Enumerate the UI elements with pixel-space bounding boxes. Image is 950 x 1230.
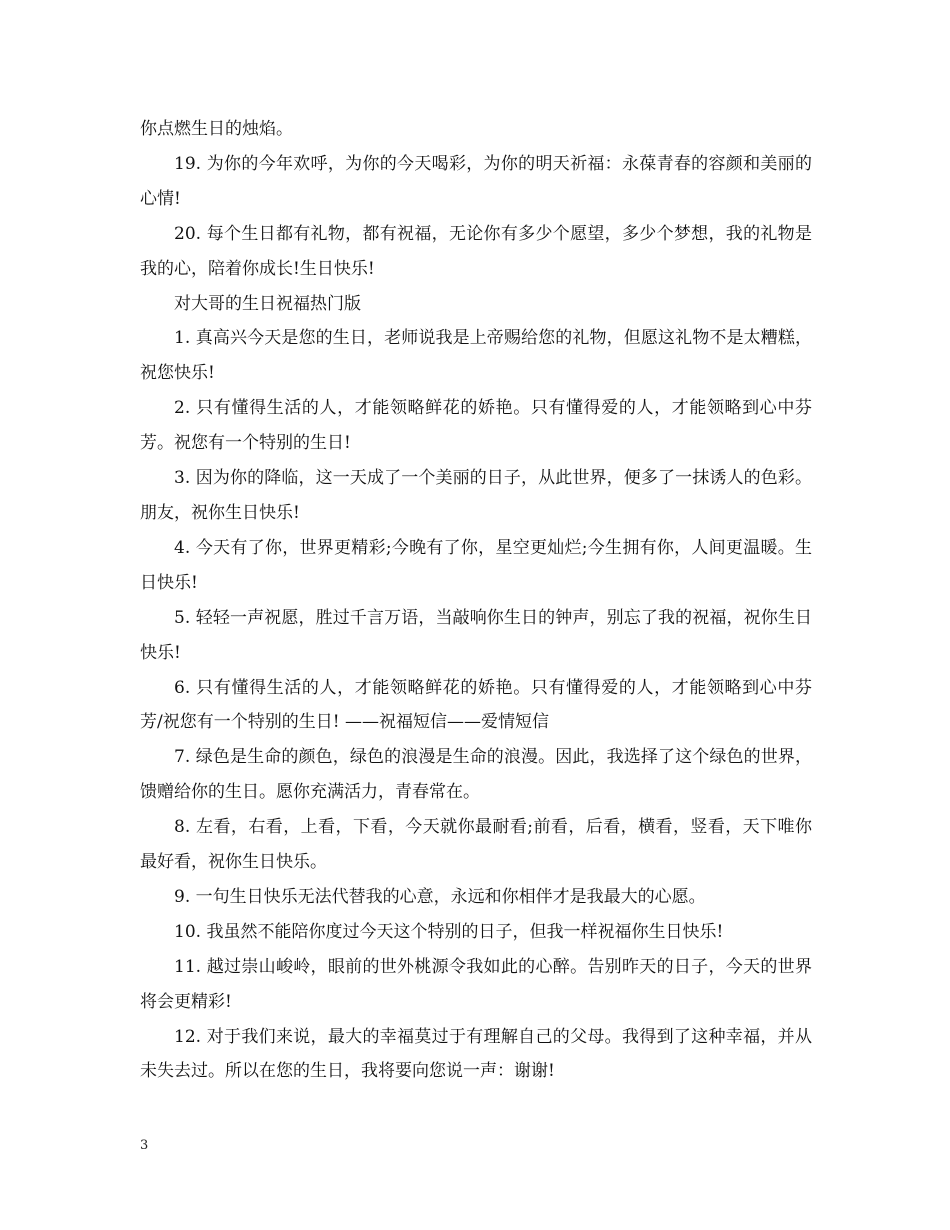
paragraph-item-8: 8. 左看，右看，上看，下看，今天就你最耐看;前看，后看，横看，竖看，天下唯你最好看，祝你生日快乐。 [140, 817, 812, 873]
paragraph-item-10: 10. 我虽然不能陪你度过今天这个特别的日子，但我一样祝福你生日快乐! [174, 921, 724, 942]
paragraph-item-5: 5. 轻轻一声祝愿，胜过千言万语，当敲响你生日的钟声，别忘了我的祝福，祝你生日快乐! [140, 607, 812, 663]
paragraph-item-3: 3. 因为你的降临，这一天成了一个美丽的日子，从此世界，便多了一抹诱人的色彩。朋友，祝你生日快乐! [140, 468, 812, 523]
section-heading: 对大哥的生日祝福热门版 [174, 293, 361, 314]
paragraph-item-20: 20. 每个生日都有礼物，都有祝福，无论你有多少个愿望，多少个梦想，我的礼物是我的心，陪着你成长!生日快乐! [140, 223, 812, 279]
paragraph-item-4: 4. 今天有了你，世界更精彩;今晚有了你，星空更灿烂;今生拥有你，人间更温暖。生日快乐! [140, 537, 812, 593]
paragraph-item-12: 12. 对于我们来说，最大的幸福莫过于有理解自己的父母。我得到了这种幸福，并从未失去过。所以在您的生日，我将要向您说一声：谢谢! [140, 1026, 812, 1082]
page-number: 3 [140, 1138, 149, 1153]
paragraph-item-1: 1. 真高兴今天是您的生日，老师说我是上帝赐给您的礼物，但愿这礼物不是太糟糕，祝您快乐! [140, 328, 812, 384]
paragraph-item-19: 19. 为你的今年欢呼，为你的今天喝彩，为你的明天祈福：永葆青春的容颜和美丽的心情! [140, 153, 812, 209]
paragraph-item-7: 7. 绿色是生命的颜色，绿色的浪漫是生命的浪漫。因此，我选择了这个绿色的世界，馈赠给你的生日。愿你充满活力，青春常在。 [140, 747, 812, 803]
paragraph-item-9: 9. 一句生日快乐无法代替我的心意，永远和你相伴才是我最大的心愿。 [174, 886, 706, 907]
paragraph-item-6: 6. 只有懂得生活的人，才能领略鲜花的娇艳。只有懂得爱的人，才能领略到心中芬芳/祝您有一个特别的生日! ——祝福短信——爱情短信 [140, 677, 812, 733]
page-body [140, 112, 812, 1089]
paragraph-item-11: 11. 越过崇山峻岭，眼前的世外桃源令我如此的心醉。告别昨天的日子，今天的世界将会更精彩! [140, 956, 812, 1012]
paragraph-item-2: 2. 只有懂得生活的人，才能领略鲜花的娇艳。只有懂得爱的人，才能领略到心中芬芳。祝您有一个特别的生日! [140, 398, 812, 454]
paragraph-continuation: 你点燃生日的烛焰。 [140, 119, 293, 139]
